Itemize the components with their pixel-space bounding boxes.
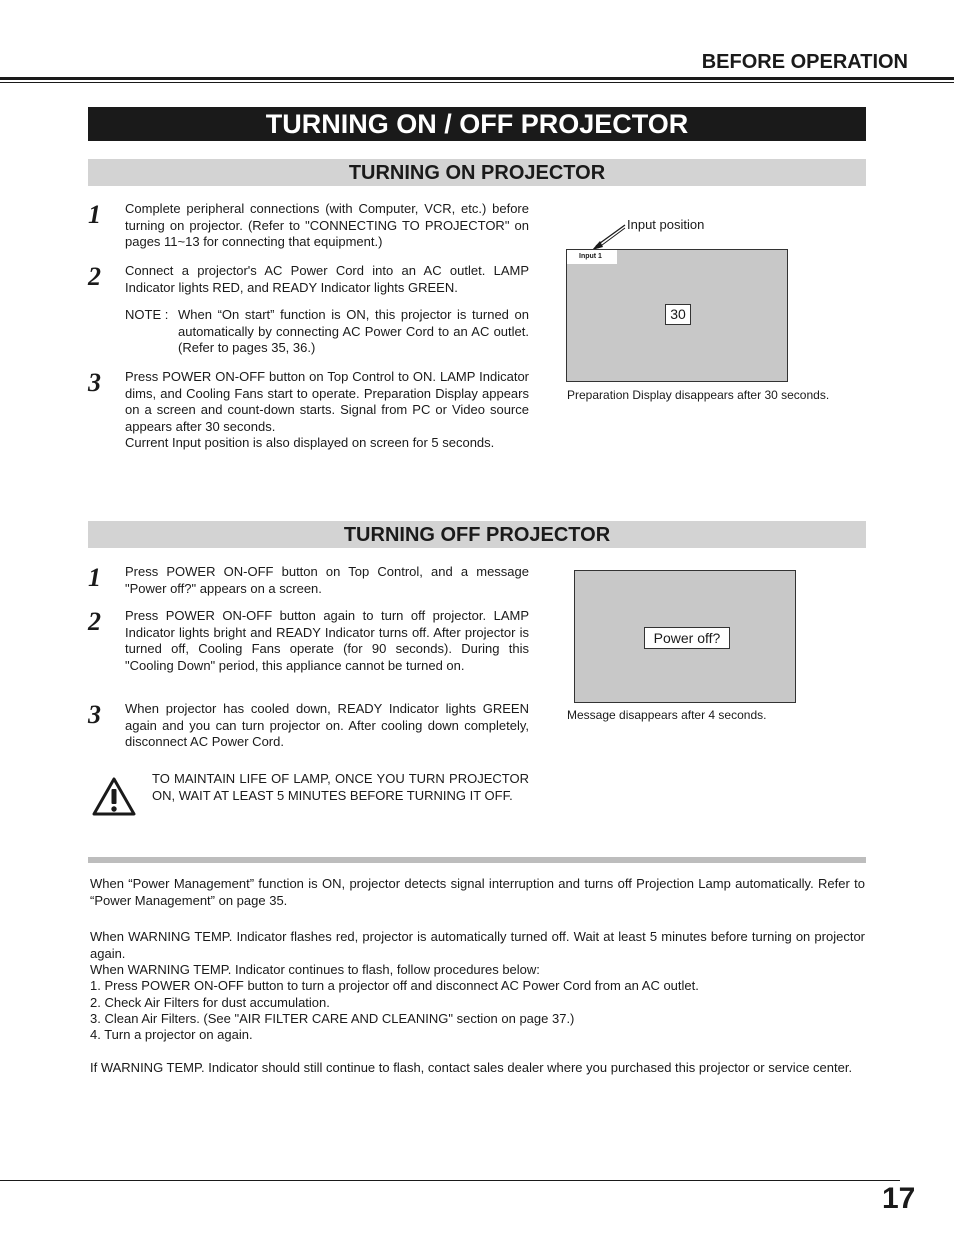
footer-rule: [0, 1180, 900, 1181]
page-title: TURNING ON / OFF PROJECTOR: [88, 107, 866, 141]
on-step-3-text-block: [125, 369, 529, 452]
procedure-item-4: 4. Turn a projector on again.: [90, 1027, 253, 1042]
off-step-2-number: 2: [88, 607, 101, 636]
on-step-3-number: 3: [88, 368, 101, 397]
off-step-3-number: 3: [88, 700, 101, 729]
on-step-1-number: 1: [88, 200, 101, 229]
procedure-item-1: 1. Press POWER ON-OFF button to turn a projector off and disconnect AC Power Cord from an AC outlet.: [90, 978, 699, 993]
input-indicator: Input 1: [567, 250, 617, 264]
section-divider: [88, 857, 866, 863]
pointer-arrow-icon: [590, 222, 630, 252]
off-step-2-text: Press POWER ON-OFF button again to turn off projector. LAMP Indicator lights bright and READY Indicator turns off. After projector is turned off, Cooling Fans operate (for 90 seconds). During this "Cooling Down" period, this appliance cannot be turned on.: [125, 608, 529, 673]
warning-triangle-icon: [91, 776, 137, 817]
power-off-screen: [574, 570, 796, 703]
off-step-1-text: Press POWER ON-OFF button on Top Control, and a message "Power off?" appears on a screen.: [125, 564, 529, 596]
on-step-2-text: Connect a projector's AC Power Cord into an AC outlet. LAMP Indicator lights RED, and READY Indicator lights GREEN.: [125, 263, 529, 295]
off-step-3-text: When projector has cooled down, READY Indicator lights GREEN again and you can turn projector on. After cooling down completely, disconnect AC Power Cord.: [125, 701, 529, 749]
power-management-note: When “Power Management” function is ON, projector detects signal interruption and turns off Projection Lamp automatically. Refer to “Power Management” on page 35.: [90, 876, 865, 908]
procedure-item-2: 2. Check Air Filters for dust accumulation.: [90, 995, 330, 1010]
procedure-item-3: 3. Clean Air Filters. (See "AIR FILTER CARE AND CLEANING" section on page 37.): [90, 1011, 575, 1026]
countdown-display: 30: [665, 304, 691, 325]
power-off-message: Power off?: [644, 627, 730, 649]
header-rule: [0, 77, 954, 80]
turning-off-heading: TURNING OFF PROJECTOR: [88, 521, 866, 548]
header-rule-thin: [0, 82, 954, 83]
input-position-label: Input position: [627, 217, 705, 232]
on-step-2-number: 2: [88, 262, 101, 291]
on-step-3-extra: Current Input position is also displayed on screen for 5 seconds.: [125, 435, 495, 450]
off-figure-caption: Message disappears after 4 seconds.: [567, 708, 767, 722]
turning-on-heading: TURNING ON PROJECTOR: [88, 159, 866, 186]
warning-temp-note-1: When WARNING TEMP. Indicator flashes red, projector is automatically turned off. Wait at least 5 minutes before turning on projector again.: [90, 929, 865, 961]
warning-text: TO MAINTAIN LIFE OF LAMP, ONCE YOU TURN PROJECTOR ON, WAIT AT LEAST 5 MINUTES BEFORE TURNING IT OFF.: [152, 771, 529, 803]
note-label: NOTE :: [125, 307, 169, 322]
off-step-1-number: 1: [88, 563, 101, 592]
on-note: [125, 307, 529, 357]
on-figure-caption: Preparation Display disappears after 30 seconds.: [567, 388, 830, 402]
section-header: BEFORE OPERATION: [701, 51, 908, 73]
final-note: If WARNING TEMP. Indicator should still continue to flash, contact sales dealer where you purchased this projector or service center.: [90, 1060, 853, 1075]
on-step-3-text: Press POWER ON-OFF button on Top Control to ON. LAMP Indicator dims, and Cooling Fans start to operate. Preparation Display appears on a screen and count-down starts. Signal from PC or Video source appears after 30 seconds.: [125, 369, 529, 434]
preparation-display-screen: [566, 249, 788, 382]
note-text: When “On start” function is ON, this projector is turned on automatically by connecting AC Power Cord to an AC outlet. (Refer to pages 35, 36.): [178, 307, 529, 355]
on-step-1-text: Complete peripheral connections (with Computer, VCR, etc.) before turning on projector. (Refer to "CONNECTING TO PROJECTOR" on pages 11~13 for connecting that equipment.): [125, 201, 529, 249]
warning-temp-note-2: When WARNING TEMP. Indicator continues to flash, follow procedures below:: [90, 962, 540, 977]
page-number: 17: [882, 1182, 916, 1215]
